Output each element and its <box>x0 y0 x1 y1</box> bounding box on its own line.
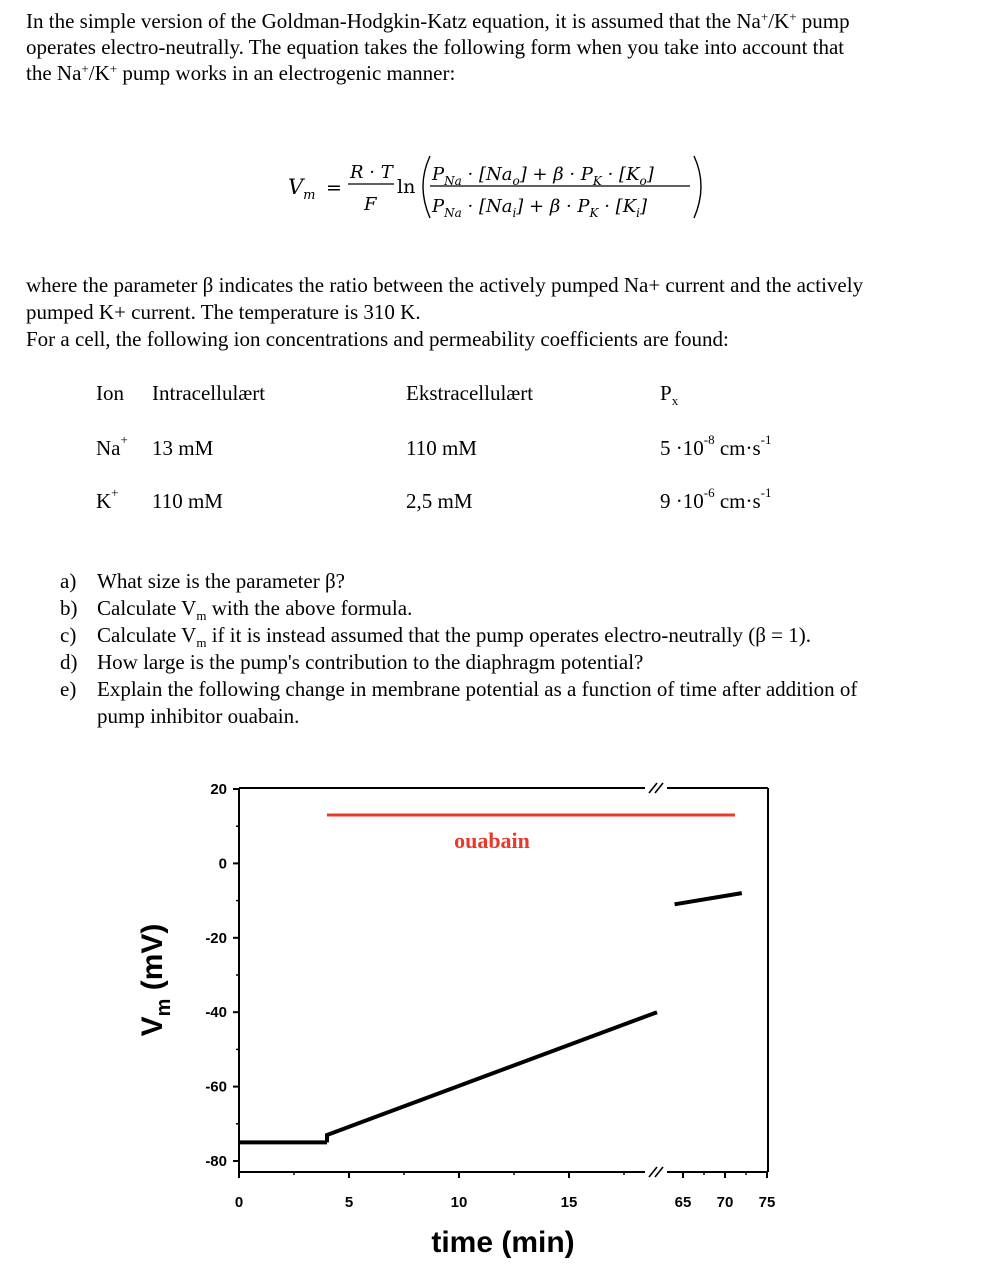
y-tick-label: 20 <box>210 781 227 798</box>
y-tick-label: -80 <box>205 1153 227 1170</box>
intro-line-2: operates electro-neutrally. The equation takes the following form when you take into account that <box>26 35 845 59</box>
x-tick-label: 0 <box>234 1194 244 1211</box>
x-tick-label: 15 <box>560 1194 578 1211</box>
x-tick-label: 5 <box>344 1194 354 1211</box>
x-tick-label: 75 <box>758 1194 776 1211</box>
param-line-1: where the parameter β indicates the ratio between the actively pumped Na+ current and the actively <box>26 273 864 297</box>
series-ramp <box>327 1012 657 1142</box>
header-extracellular: Ekstracellulært <box>406 381 534 405</box>
header-px: $P_x$ <box>660 381 679 409</box>
series-late <box>675 893 742 904</box>
eq-rt: R · T <box>350 162 393 183</box>
row-k-extra: 2,5 mM <box>406 489 473 513</box>
eq-f: F <box>364 194 377 215</box>
ouabain-chart <box>0 770 986 1270</box>
x-tick-label: 10 <box>450 1194 468 1211</box>
intro-line-1: In the simple version of the Goldman-Hodgkin-Katz equation, it is assumed that the Na+/K+ pump <box>26 9 850 33</box>
eq-equals: = <box>326 177 342 199</box>
intro-line-3: the Na+/K+ pump works in an electrogenic manner: <box>26 61 456 85</box>
row-k-permeability: $9 \cdot 10^{-6}$ $cm\cdot s^{-1}$ <box>660 485 772 513</box>
param-line-2: pumped K+ current. The temperature is 310 K. <box>26 300 421 324</box>
x-tick-label: 70 <box>716 1194 734 1211</box>
eq-lhs: $V_m$ <box>288 175 316 203</box>
eq-denominator: $P_{Na} \cdot [Na_i] + \beta \cdot P_K \cdot [K_i]$ <box>432 196 648 220</box>
eq-left-paren <box>423 156 430 218</box>
parameter-paragraph <box>26 272 966 353</box>
row-k-intra: 110 mM <box>152 489 223 513</box>
param-line-3: For a cell, the following ion concentrations and permeability coefficients are found: <box>26 327 729 351</box>
row-k-ion: K+ <box>96 485 119 513</box>
y-tick-label: -20 <box>205 929 227 947</box>
y-tick-label: -60 <box>205 1078 227 1096</box>
ouabain-label: ouabain <box>454 828 530 854</box>
intro-paragraph <box>26 8 966 86</box>
row-na-permeability: $5 \cdot 10^{-8}$ $cm\cdot s^{-1}$ <box>660 432 772 460</box>
header-ion: Ion <box>96 381 124 405</box>
y-tick-label: 0 <box>218 855 227 873</box>
x-axis-label: time (min) <box>431 1226 575 1259</box>
eq-ln: ln <box>397 176 416 198</box>
ghk-equation <box>280 150 730 230</box>
eq-numerator: $P_{Na} \cdot [Na_o] + \beta \cdot P_K \cdot [K_o]$ <box>432 164 654 188</box>
y-tick-label: -40 <box>205 1004 227 1022</box>
y-axis-label: $V_m$ (mV) <box>136 923 175 1037</box>
row-na-intra: 13 mM <box>152 436 214 460</box>
row-na-extra: 110 mM <box>406 436 477 460</box>
x-tick-label: 65 <box>674 1194 692 1211</box>
row-na-ion: Na+ <box>96 432 128 460</box>
header-intracellular: Intracellulært <box>152 381 266 405</box>
eq-right-paren <box>694 156 701 218</box>
